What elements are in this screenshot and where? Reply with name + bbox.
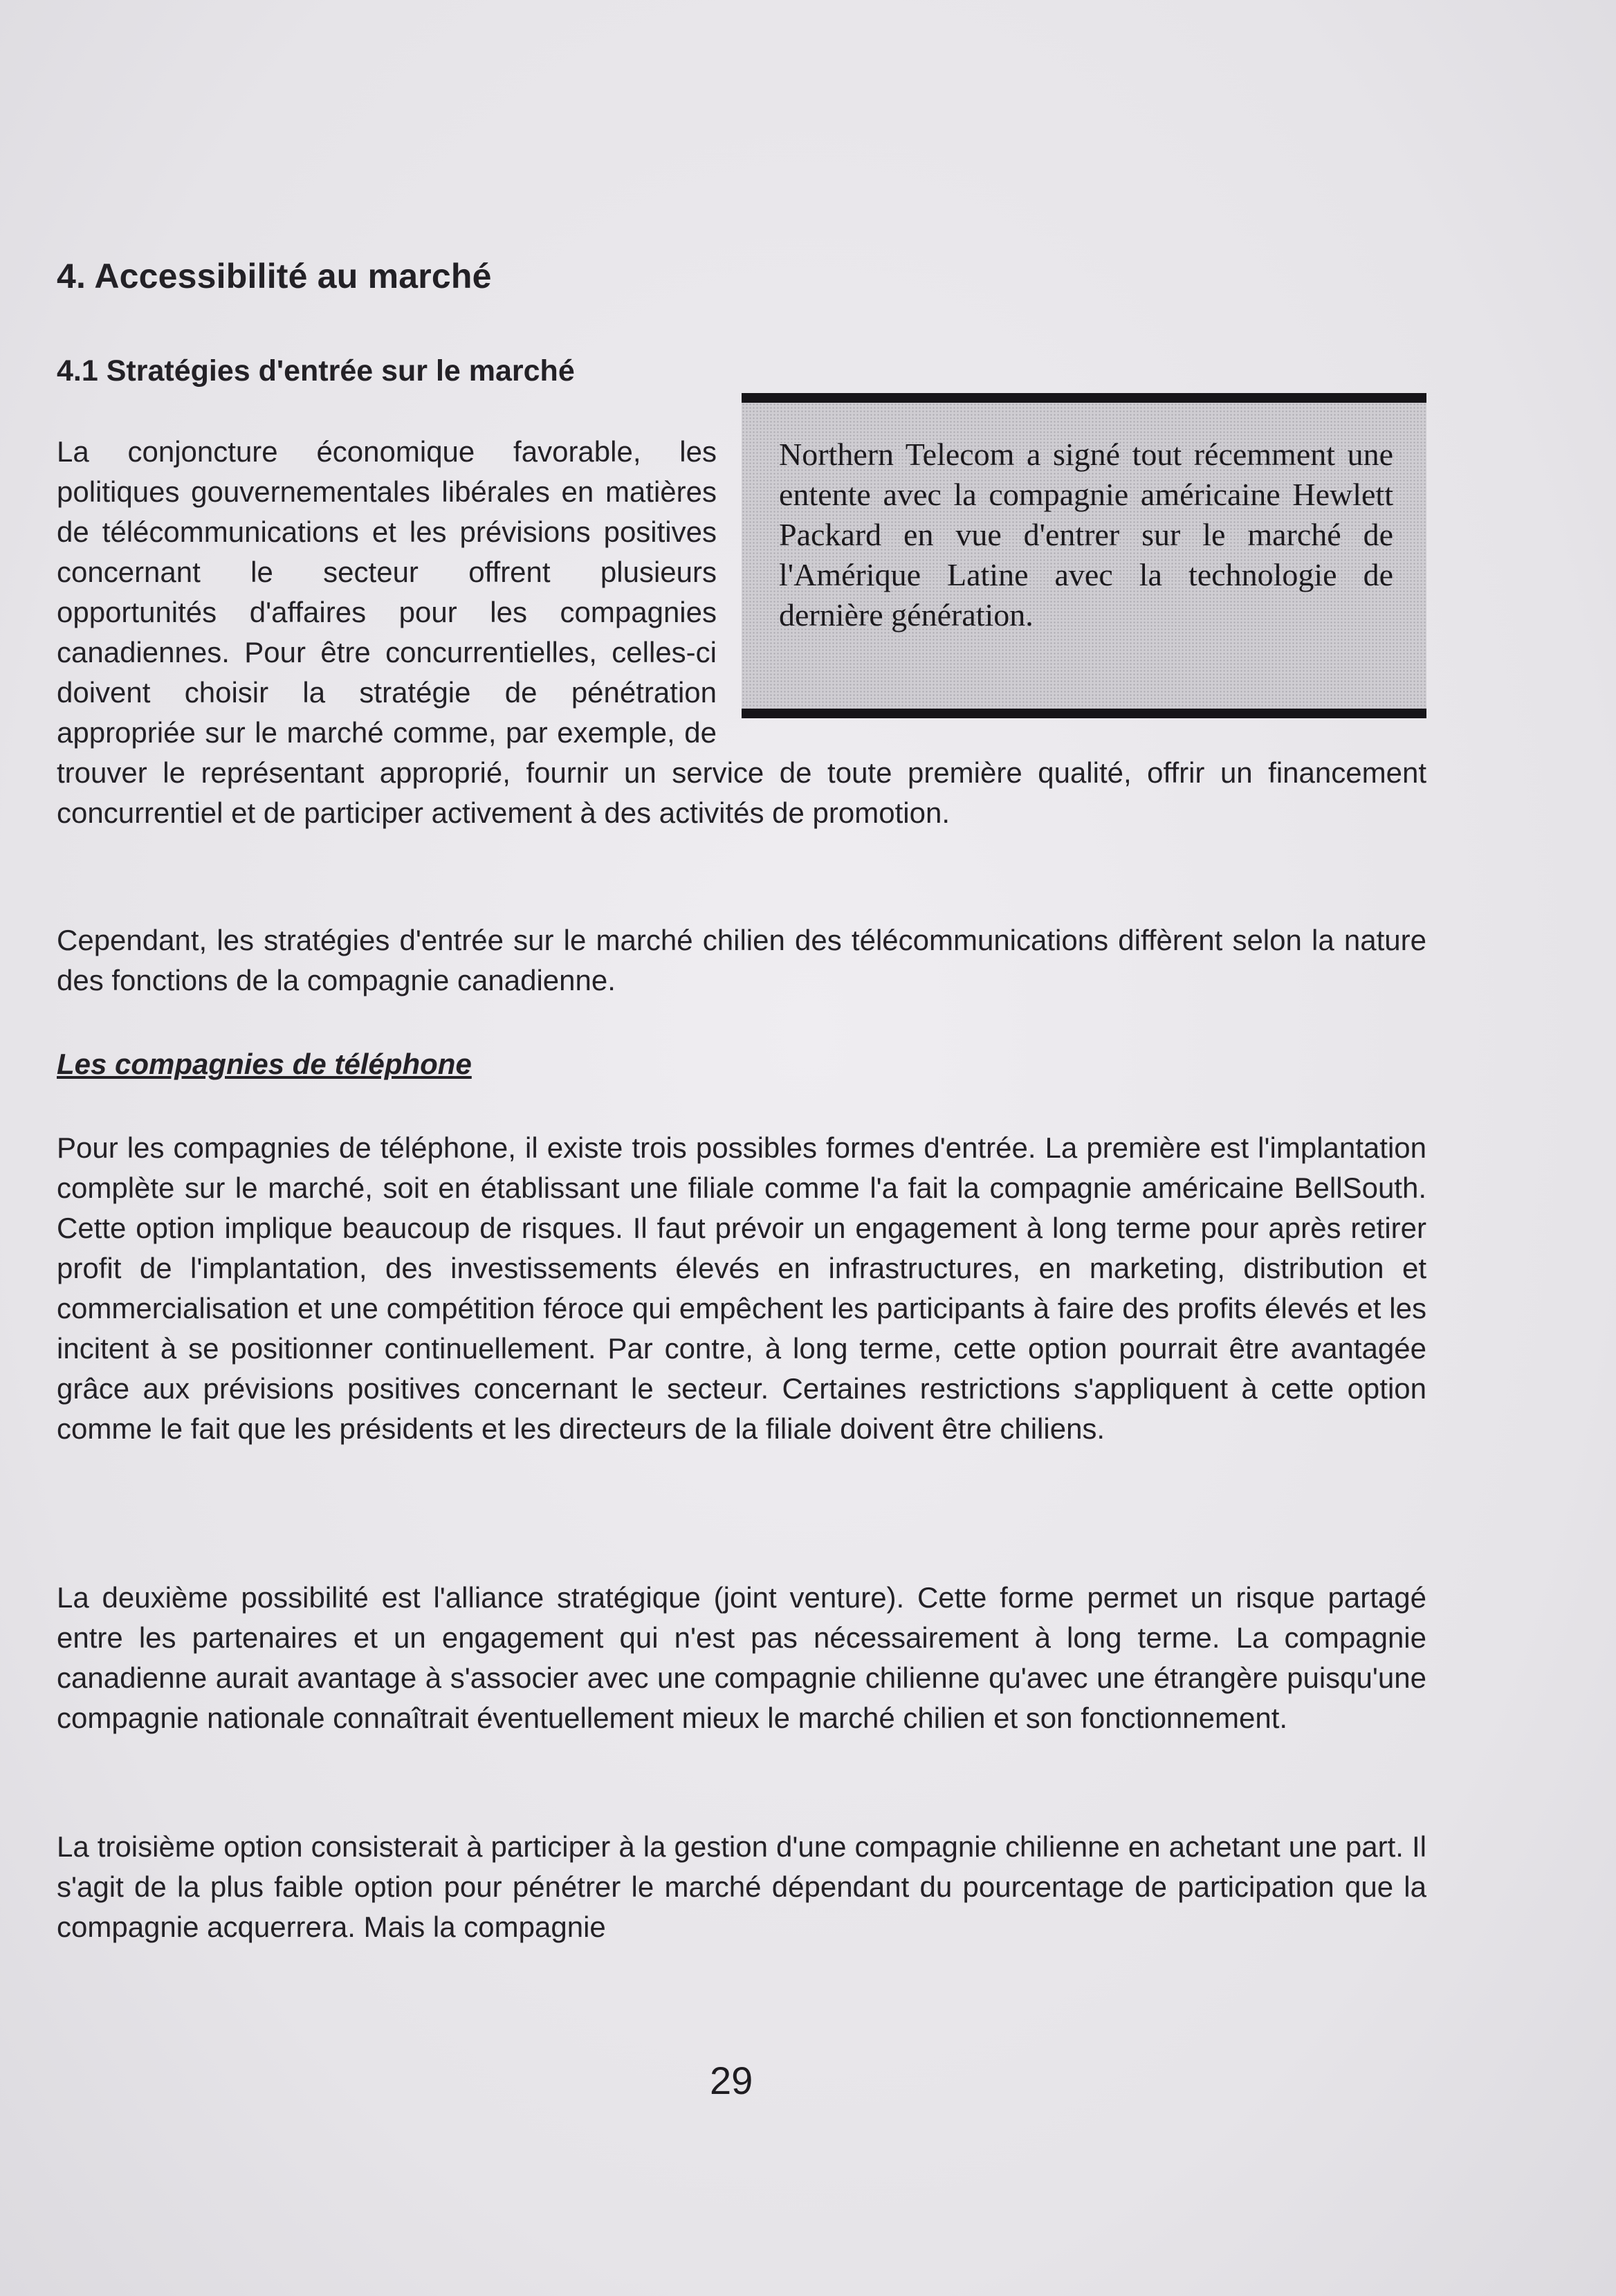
strategies-paragraph: Cependant, les stratégies d'entrée sur le marché chilien des télécommunications diffèrent selon la nature des fonctions de la compagnie canadienne. <box>57 924 1426 996</box>
section-title: 4. Accessibilité au marché <box>57 257 492 295</box>
intro-paragraph: La conjoncture économique favorable, les politiques gouvernementales libérales en matières de télécommunications et les prévisions positives concernant le secteur offrent plusieurs opportunités d'affaires pour les compagnies canadiennes. Pour être concurrentielles, celles-ci doivent choisir la stratégie de pénétration appropriée sur le marché comme, par exemple, de trouver le représentant approprié, fournir un service de toute première qualité, offrir un financement concurrentiel et de participer activement à des activités de promotion. <box>57 435 1426 829</box>
callout-box <box>742 393 1426 718</box>
telephone-subheading: Les compagnies de téléphone <box>57 1048 472 1080</box>
page-number: 29 <box>710 2059 753 2102</box>
subsection-title: 4.1 Stratégies d'entrée sur le marché <box>57 354 575 388</box>
alliance-paragraph: La deuxième possibilité est l'alliance stratégique (joint venture). Cette forme permet un risque partagé entre les partenaires et un engagement qui n'est pas nécessairement à long terme. La compagnie canadienne aurait avantage à s'associer avec une compagnie chilienne qu'avec une étrangère puisqu'une compagnie nationale connaîtrait éventuellement mieux le marché chilien et son fonctionnement. <box>57 1581 1426 1734</box>
telephone-paragraph: Pour les compagnies de téléphone, il existe trois possibles formes d'entrée. La première est l'implantation complète sur le marché, soit en établissant une filiale comme l'a fait la compagnie américaine BellSouth. Cette option implique beaucoup de risques. Il faut prévoir un engagement à long terme pour après retirer profit de l'implantation, des investissements élevés en infrastructures, en marketing, distribution et commercialisation et une compétition féroce qui empêchent les participants à faire des profits élevés et les incitent à se positionner continuellement. Par contre, à long terme, cette option pourrait être avantagée grâce aux prévisions positives concernant le secteur. Certaines restrictions s'appliquent à cette option comme le fait que les présidents et les directeurs de la filiale doivent être chiliens. <box>57 1131 1426 1445</box>
callout-text: Northern Telecom a signé tout récemment une entente avec la compagnie américaine Hewlett Packard en vue d'entrer sur le marché de l'Amérique Latine avec la technologie de dernière génération. <box>779 437 1393 632</box>
intro-block <box>57 432 1426 833</box>
document-page <box>57 256 1426 1943</box>
third-option-paragraph: La troisième option consisterait à participer à la gestion d'une compagnie chilienne en achetant une part. Il s'agit de la plus faible option pour pénétrer le marché dépendant du pourcentage de participation que la compagnie acquerrera. Mais la compagnie <box>57 1830 1426 1943</box>
